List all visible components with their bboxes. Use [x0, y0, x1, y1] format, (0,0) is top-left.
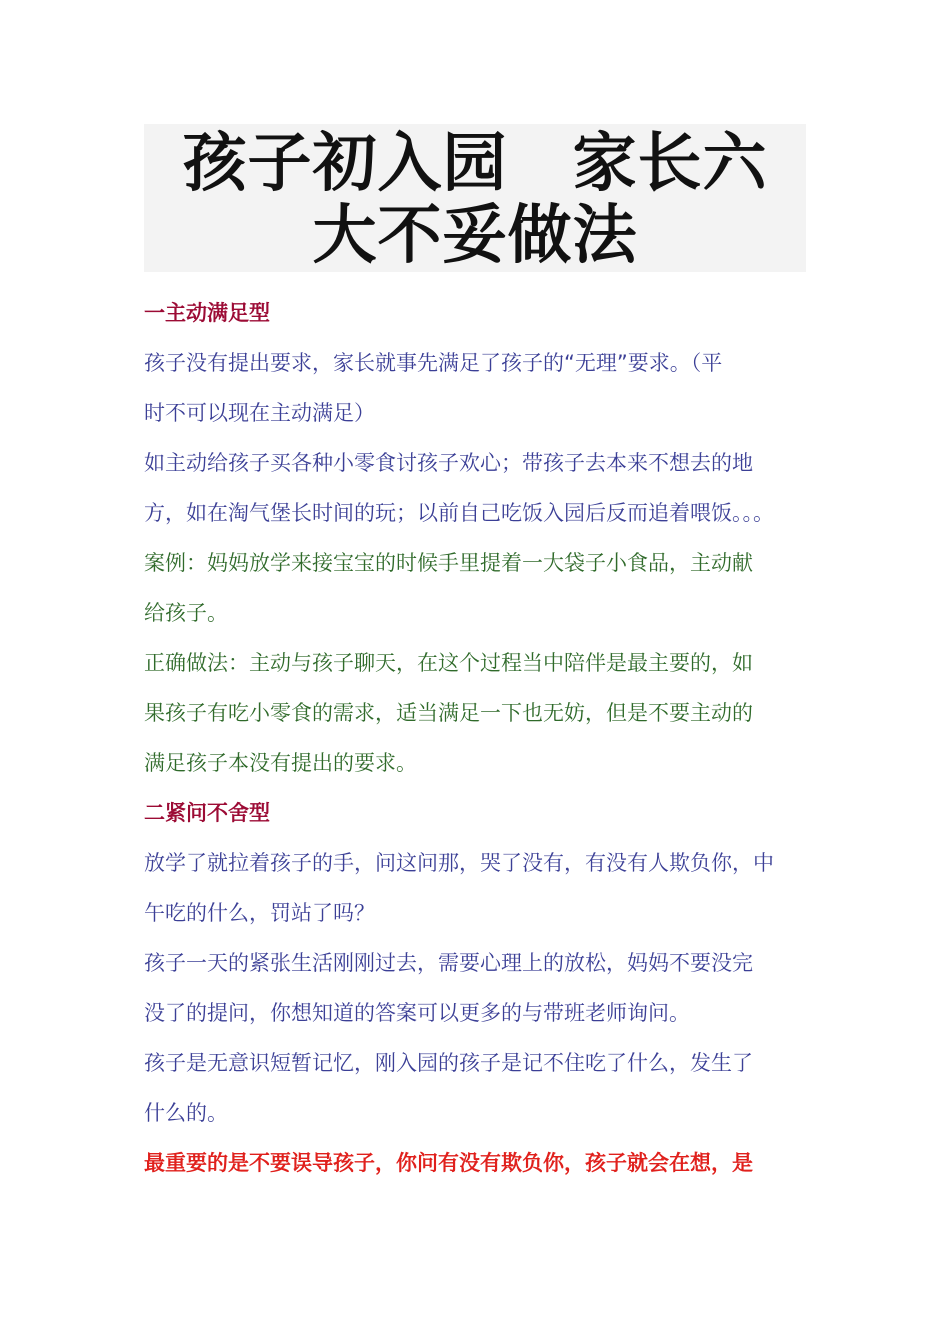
section-heading: 一主动满足型 — [144, 301, 270, 325]
text-line: 放学了就拉着孩子的手，问这问那，哭了没有，有没有人欺负你，中 — [144, 851, 774, 875]
document-page — [144, 124, 808, 1188]
text-line: 孩子没有提出要求，家长就事先满足了孩子的“无理”要求。（平 — [144, 351, 723, 375]
text-line: 孩子一天的紧张生活刚刚过去，需要心理上的放松，妈妈不要没完 — [144, 951, 753, 975]
emphasis-line: 最重要的是不要误导孩子，你问有没有欺负你，孩子就会在想，是 — [144, 1151, 753, 1175]
title-block — [144, 124, 806, 272]
text-line: 如主动给孩子买各种小零食讨孩子欢心；带孩子去本来不想去的地 — [144, 451, 753, 475]
correct-method-line: 正确做法：主动与孩子聊天，在这个过程当中陪伴是最主要的，如 — [144, 651, 753, 675]
text-line: 没了的提问，你想知道的答案可以更多的与带班老师询问。 — [144, 1001, 690, 1025]
example-line: 案例：妈妈放学来接宝宝的时候手里提着一大袋子小食品，主动献 — [144, 551, 753, 575]
correct-method-line: 果孩子有吃小零食的需求，适当满足一下也无妨，但是不要主动的 — [144, 701, 753, 725]
text-line: 午吃的什么，罚站了吗？ — [144, 901, 375, 925]
document-body — [144, 288, 808, 1188]
text-line: 时不可以现在主动满足） — [144, 401, 375, 425]
text-line: 什么的。 — [144, 1101, 228, 1125]
title-line-1: 孩子初入园 家长六 — [182, 126, 768, 201]
example-line: 给孩子。 — [144, 601, 228, 625]
title-line-2: 大不妥做法 — [312, 198, 638, 272]
text-line: 孩子是无意识短暂记忆，刚入园的孩子是记不住吃了什么，发生了 — [144, 1051, 753, 1075]
section-heading: 二紧问不舍型 — [144, 801, 270, 825]
text-line: 方，如在淘气堡长时间的玩；以前自己吃饭入园后反而追着喂饭。。。 — [144, 501, 774, 525]
correct-method-line: 满足孩子本没有提出的要求。 — [144, 751, 417, 775]
